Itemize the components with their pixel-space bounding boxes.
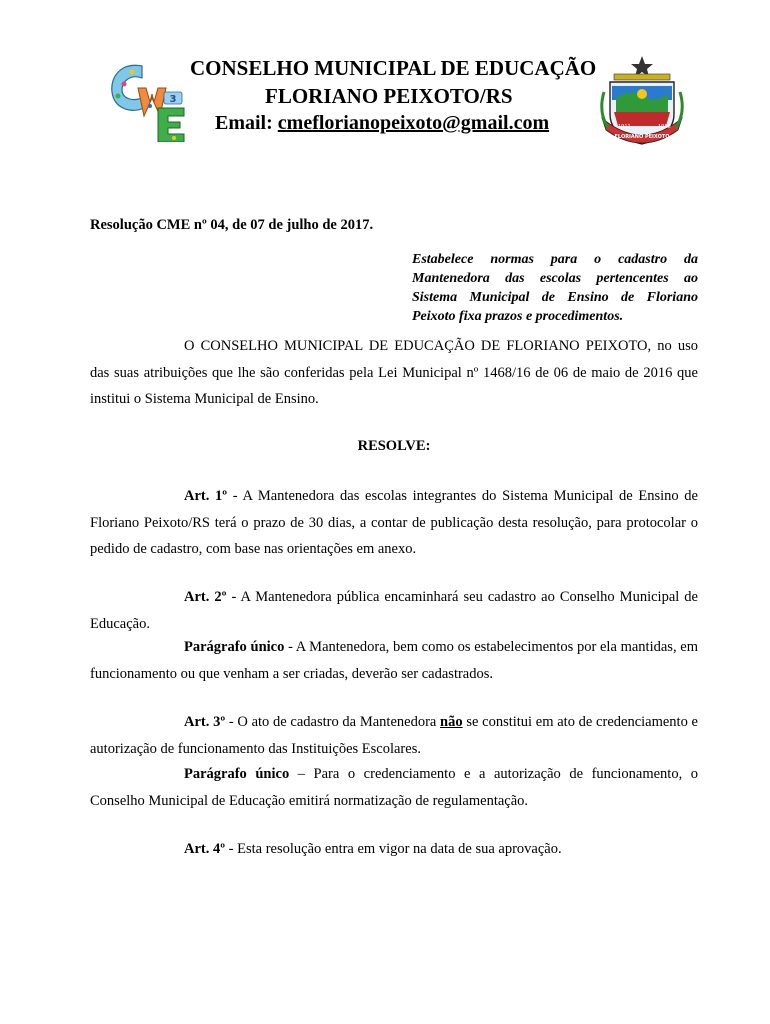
article-3 <box>90 709 698 762</box>
article-2-text: - A Mantenedora pública encaminhará seu cadastro ao Conselho Municipal de Educação. <box>90 589 698 632</box>
crest-banner-text: FLORIANO PEIXOTO <box>614 134 670 140</box>
article-3-text-a: - O ato de cadastro da Mantenedora <box>225 714 441 730</box>
article-4 <box>90 836 698 863</box>
article-1-text: - A Mantenedora das escolas integrantes do Sistema Municipal de Ensino de Floriano Peixoto/RS terá o prazo de 30 dias, a contar de publicação desta resolução, para protocolar o pedido de cadastro, com base nas orientações em anexo. <box>90 488 698 557</box>
article-2-label: Art. 2º <box>184 589 227 605</box>
municipal-crest <box>596 52 688 148</box>
article-3-label: Art. 3º <box>184 714 226 730</box>
council-name: CONSELHO MUNICIPAL DE EDUCAÇÃO <box>190 56 597 80</box>
email-link[interactable]: cmeflorianopeixoto@gmail.com <box>277 112 550 134</box>
article-2-paragraph <box>90 634 698 687</box>
article-4-text: - Esta resolução entra em vigor na data de sua aprovação. <box>225 841 562 857</box>
crest-year-right: 1988 <box>658 124 671 130</box>
article-2 <box>90 584 698 637</box>
resolution-title: Resolução CME nº 04, de 07 de julho de 2017. <box>90 217 374 233</box>
ementa: Estabelece normas para o cadastro da Mantenedora das escolas pertencentes ao Sistema Municipal de Ensino de Floriano Peixoto fixa prazos e procedimentos. <box>412 252 698 324</box>
preamble: O CONSELHO MUNICIPAL DE EDUCAÇÃO DE FLORIANO PEIXOTO, no uso das suas atribuições que lhe são conferidas pela Lei Municipal nº 1468/16 de 06 de maio de 2016 que institui o Sistema Municipal de Ensino. <box>90 338 698 407</box>
article-3-paragraph-label: Parágrafo único <box>184 766 290 782</box>
article-4-label: Art. 4º <box>184 841 226 857</box>
article-3-paragraph-text: – Para o credenciamento e a autorização de funcionamento, o Conselho Municipal de Educação emitirá normatização de regulamentação. <box>90 766 698 809</box>
article-1-label: Art. 1º <box>184 488 228 504</box>
cme-logo <box>108 58 188 142</box>
crest-year-left: 1911 <box>618 124 631 130</box>
article-2-paragraph-text: - A Mantenedora, bem como os estabelecimentos por ela mantidas, em funcionamento ou que venham a ser criadas, deverão ser cadastrados. <box>90 639 698 682</box>
email-line <box>215 112 549 135</box>
article-2-paragraph-label: Parágrafo único <box>184 639 285 655</box>
article-3-paragraph <box>90 761 698 814</box>
municipality-name: FLORIANO PEIXOTO/RS <box>265 84 513 108</box>
article-3-text-b: se constitui em ato de credenciamento e autorização de funcionamento das Instituições Escolares. <box>90 714 698 757</box>
article-3-emphasis: não <box>440 714 463 730</box>
article-1 <box>90 483 698 563</box>
email-label: Email: <box>215 112 273 134</box>
svg-text:3: 3 <box>169 94 177 105</box>
resolve-heading: RESOLVE: <box>357 438 431 454</box>
